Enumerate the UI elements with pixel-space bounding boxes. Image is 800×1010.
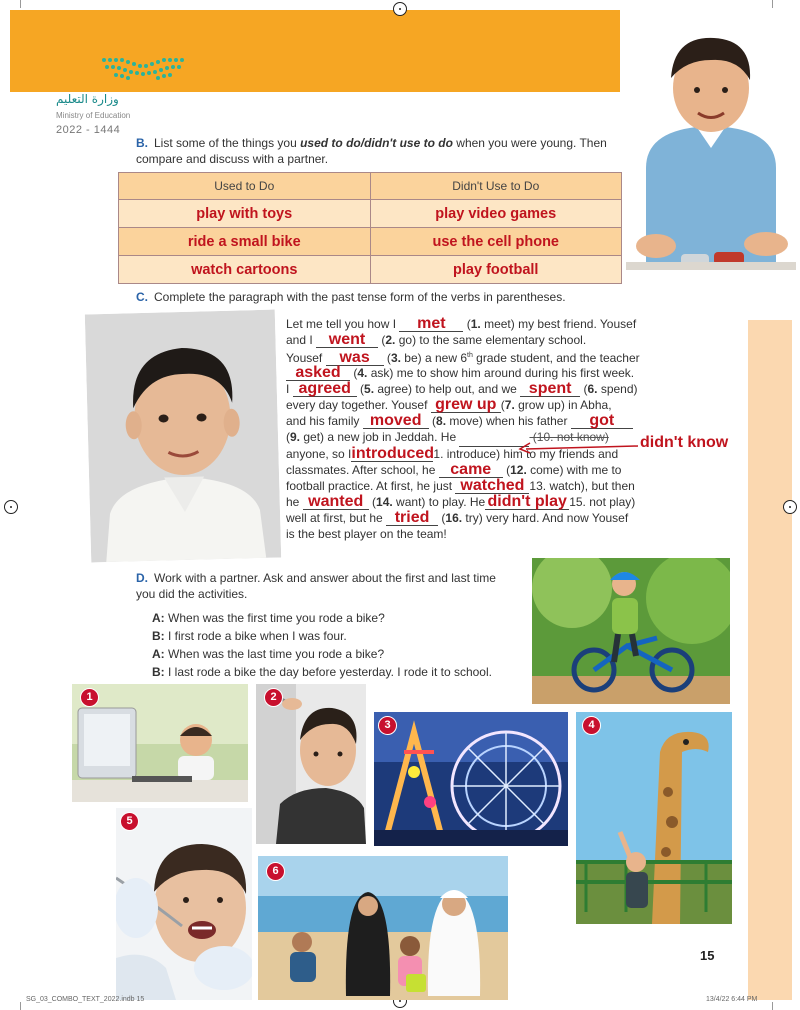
paragraph-line [286, 365, 746, 381]
paragraph-line [286, 462, 746, 478]
section-c-label: C. [136, 290, 148, 304]
item-number: 10. [536, 430, 554, 445]
table-cell: use the cell phone [370, 228, 622, 256]
answer-5[interactable]: agreed [293, 382, 357, 397]
table-cell: play video games [370, 200, 622, 228]
paragraph-text: want) to play. He [392, 495, 486, 510]
paragraph-text: Yousef [286, 351, 326, 366]
photo-badge-2: 2 [264, 688, 283, 707]
crop-mark [772, 0, 773, 8]
paragraph-text: ( [378, 333, 386, 348]
paragraph-text: ( [350, 365, 358, 380]
section-d-text: Work with a partner. Ask and answer about the first and last time you did the activities. [136, 571, 496, 601]
paragraph-text: ( [580, 381, 588, 396]
footer-timestamp: 13/4/22 6:44 PM [706, 996, 758, 1003]
paragraph-line [286, 381, 746, 397]
section-b-text-after: when you were young. Then compare and discuss with a partner. [136, 136, 607, 166]
answer-6[interactable]: spent [520, 382, 580, 397]
paragraph-text: ( [356, 381, 365, 396]
paragraph-text: well at first, but he [286, 511, 387, 526]
paragraph-text: move) when his father [446, 414, 571, 429]
ministry-arabic-name: وزارة التعليم [56, 92, 119, 106]
answer-14[interactable]: wanted [303, 495, 369, 510]
paragraph-text: and his family [286, 414, 363, 429]
speaker-label: B: [152, 665, 165, 679]
paragraph-text: ( [286, 430, 290, 445]
paragraph-text: 15. not play) [569, 495, 636, 510]
ministry-english-name: Ministry of Education [56, 111, 131, 120]
paragraph-text: Let me tell you how I [286, 317, 400, 331]
answer-11[interactable]: introduced [351, 444, 435, 462]
item-number: 4. [357, 365, 368, 380]
section-b-instructions [136, 135, 616, 167]
giraffe-zoo-photo [576, 712, 732, 924]
item-number: 3. [390, 351, 401, 366]
paragraph-exercise [286, 316, 746, 543]
answer-1[interactable]: met [399, 317, 463, 332]
paragraph-text: is the best player on the team! [286, 527, 447, 542]
paragraph-text: go) to the same elementary school. [395, 333, 587, 348]
paragraph-text: football practice. At first, he just [286, 478, 456, 493]
crop-mark [772, 1002, 773, 1010]
dentist-visit-photo [116, 808, 252, 1000]
paragraph-text: ( [500, 397, 505, 412]
paragraph-text: try) very hard. And now Yousef [462, 511, 629, 526]
paragraph-text: ( [428, 414, 437, 429]
dialogue-text: When was the last time you rode a bike? [168, 647, 385, 661]
answer-3[interactable]: was [326, 351, 384, 366]
section-c-instructions [136, 289, 636, 305]
item-number: 5. [364, 381, 375, 396]
section-d-instructions [136, 570, 516, 602]
item-number: 9. [290, 430, 301, 445]
section-b-text-before: List some of the things you [154, 136, 301, 150]
paragraph-text: ask) me to show him around during his first week. [367, 365, 635, 380]
paragraph-text: spend) [597, 381, 638, 396]
paragraph-text: not know) [553, 430, 609, 445]
item-number: 16. [445, 511, 463, 526]
answer-16[interactable]: tried [386, 511, 438, 526]
photo-badge-4: 4 [582, 716, 601, 735]
table-cell: ride a small bike [119, 228, 371, 256]
table-header-used: Used to Do [119, 173, 371, 200]
registration-mark-left [4, 500, 18, 514]
haircut-photo [256, 684, 366, 844]
photo-badge-3: 3 [378, 716, 397, 735]
paragraph-text: meet) my best friend. Yousef [480, 317, 637, 331]
table-header-row [119, 173, 622, 200]
paragraph-line [286, 397, 746, 413]
registration-mark-right [783, 500, 797, 514]
paragraph-text: come) with me to [526, 462, 622, 477]
paragraph-text: agree) to help out, and we [374, 381, 521, 396]
answer-8[interactable]: moved [363, 414, 429, 429]
registration-mark-top [393, 2, 407, 16]
paragraph-text: be) a new 6 [400, 351, 467, 366]
boy-riding-bike-photo [532, 558, 730, 704]
paragraph-text: ( [368, 495, 377, 510]
paragraph-text: ( [383, 351, 391, 366]
photo-badge-1: 1 [80, 688, 99, 707]
paragraph-text: grow up) in Abha, [514, 397, 612, 412]
photo-badge-6: 6 [266, 862, 285, 881]
dialogue-line [152, 645, 492, 663]
paragraph-text: ( [463, 317, 471, 331]
paragraph-line [286, 478, 746, 494]
section-b-emphasis: used to do/didn't use to do [300, 136, 453, 150]
edition-year: 2022 - 1444 [56, 124, 121, 136]
photo-badge-5: 5 [120, 812, 139, 831]
item-number: 2. [385, 333, 396, 348]
paragraph-line [286, 510, 746, 526]
dialogue-line [152, 609, 492, 627]
table-cell: play with toys [119, 200, 371, 228]
section-d-label: D. [136, 571, 148, 585]
paragraph-text: anyone, so I [286, 446, 352, 461]
item-number: 14. [376, 495, 393, 510]
paragraph-line [286, 316, 746, 332]
side-strip [748, 320, 792, 1000]
answer-13[interactable]: watched [455, 479, 529, 494]
crop-mark [20, 0, 21, 8]
paragraph-text: 1. introduce) him to my friends and [433, 446, 619, 461]
paragraph-text: ( [529, 430, 537, 445]
item-number: 1. [470, 317, 481, 331]
table-cell: watch cartoons [119, 256, 371, 284]
paragraph-text: I [286, 381, 293, 396]
page-number: 15 [700, 948, 715, 963]
table-cell: play football [370, 256, 622, 284]
table-row [119, 228, 622, 256]
paragraph-line [286, 332, 746, 348]
speaker-label: A: [152, 611, 165, 625]
paragraph-line [286, 348, 746, 367]
speaker-label: A: [152, 647, 165, 661]
dialogue-line [152, 663, 492, 681]
paragraph-text: classmates. After school, he [286, 462, 439, 477]
family-beach-photo [258, 856, 508, 1000]
item-number: 12. [510, 462, 527, 477]
amusement-park-photo [374, 712, 568, 846]
item-number: 8. [436, 414, 447, 429]
paragraph-text: grade student, and the teacher [472, 351, 640, 366]
paragraph-text: ( [438, 511, 446, 526]
paragraph-text: 13. watch), but then [529, 478, 635, 493]
boy-portrait-photo [85, 310, 281, 563]
boy-at-computer-photo [72, 684, 248, 802]
dialogue-text: When was the first time you rode a bike? [168, 611, 385, 625]
paragraph-text: he [286, 495, 303, 510]
paragraph-text: ( [502, 462, 511, 477]
paragraph-text: and I [286, 333, 317, 348]
paragraph-line [286, 526, 746, 542]
dialogue-text: I first rode a bike when I was four. [168, 629, 347, 643]
dialogue [152, 609, 492, 681]
crop-mark [20, 1002, 21, 1010]
table-header-didnt-use: Didn't Use to Do [370, 173, 622, 200]
dialogue-text: I last rode a bike the day before yesterday. I rode it to school. [168, 665, 492, 679]
section-c-text: Complete the paragraph with the past tense form of the verbs in parentheses. [154, 290, 566, 304]
answer-9[interactable]: got [571, 414, 633, 429]
table-row [119, 200, 622, 228]
answer-7[interactable]: grew up [431, 398, 501, 413]
answer-10[interactable]: didn't know [640, 434, 729, 451]
arrow-icon [518, 440, 640, 454]
paragraph-line [286, 494, 746, 510]
item-number: 6. [587, 381, 598, 396]
paragraph-text: get) a new job in Jeddah. He [300, 430, 460, 445]
dialogue-line [152, 627, 492, 645]
answer-2[interactable]: went [316, 333, 378, 348]
boy-playing-cars-photo [626, 18, 796, 270]
paragraph-text: every day together. Yousef [286, 397, 431, 412]
item-number: 7. [504, 397, 515, 412]
table-row [119, 256, 622, 284]
answer-12[interactable]: came [439, 463, 503, 478]
ministry-logo-icon [98, 54, 190, 82]
used-to-do-table [118, 172, 622, 284]
answer-15[interactable]: didn't play [485, 495, 569, 510]
footer-file-info: SG_03_COMBO_TEXT_2022.indb 15 [26, 996, 145, 1003]
section-b-label: B. [136, 136, 148, 150]
answer-4[interactable]: asked [286, 366, 350, 381]
superscript: th [467, 352, 473, 360]
speaker-label: B: [152, 629, 165, 643]
paragraph-line [286, 413, 746, 429]
